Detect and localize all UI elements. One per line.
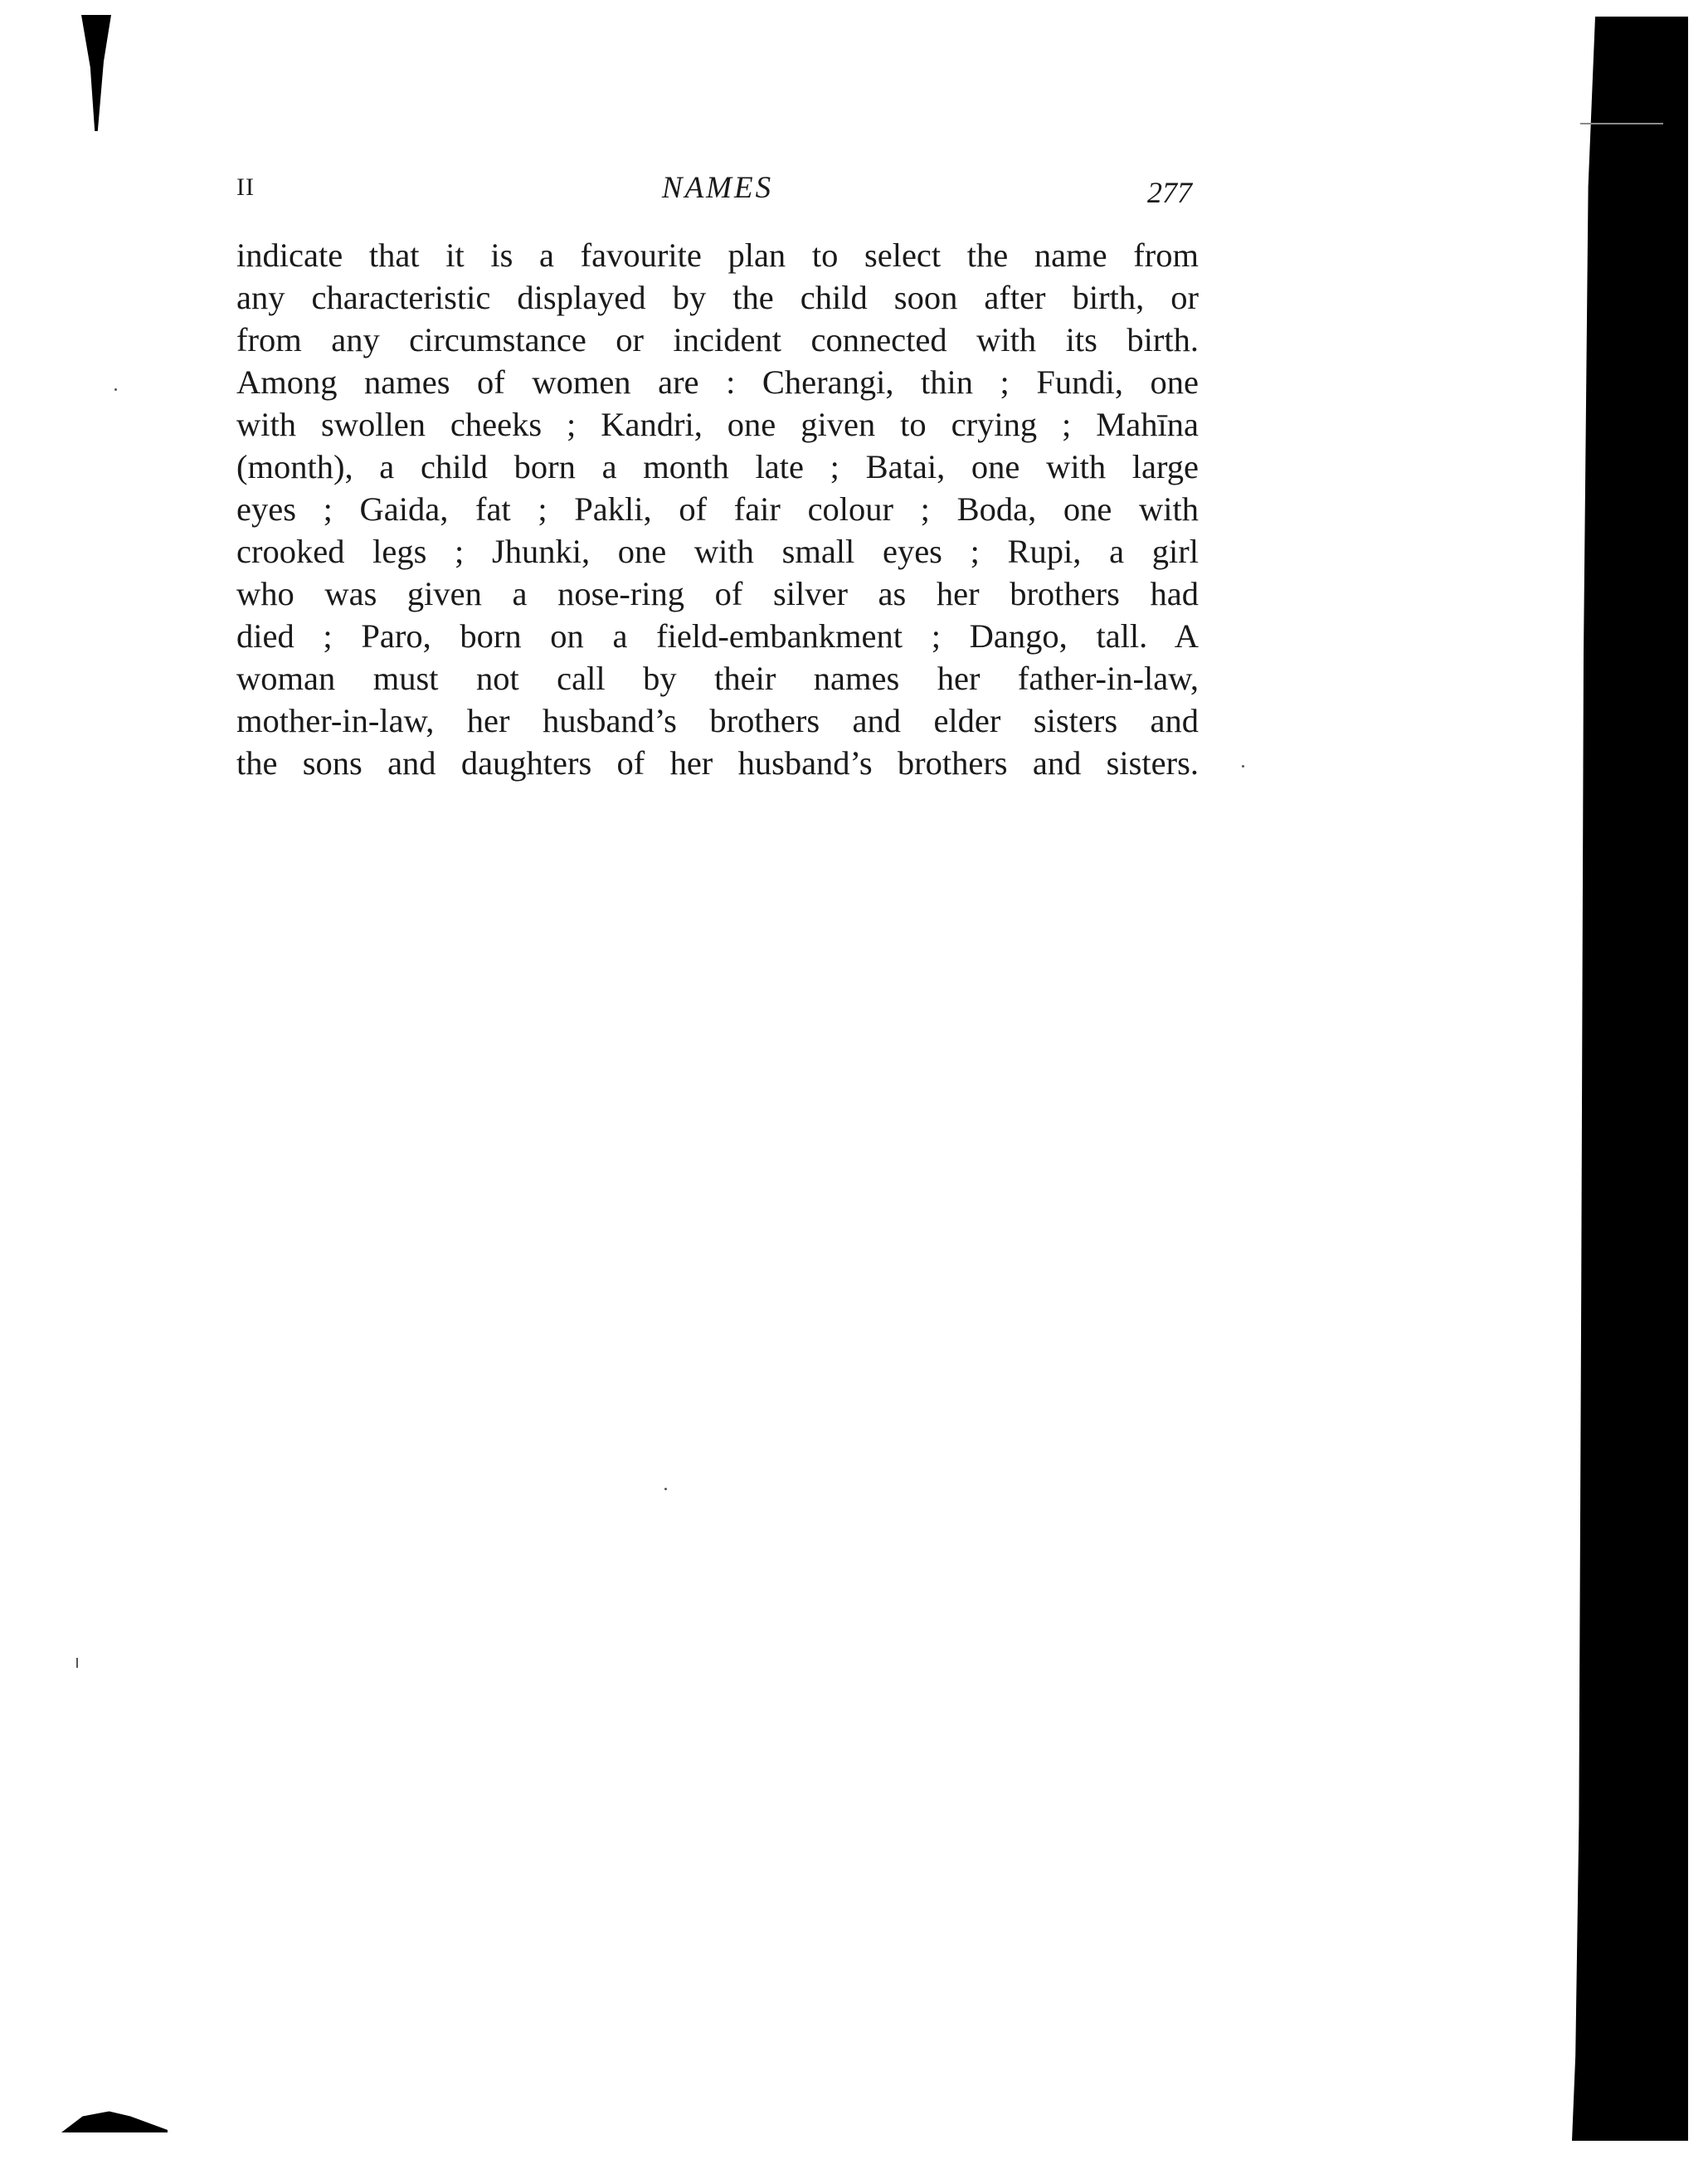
scan-speck	[664, 1488, 667, 1490]
text-line: indicate that it is a favourite plan to select the name from	[236, 236, 1199, 274]
scan-speck	[114, 388, 117, 391]
scan-corner-mark	[81, 15, 111, 131]
running-head	[236, 170, 1199, 220]
text-line: eyes ; Gaida, fat ; Pakli, of fair colour ; Boda, one with	[236, 490, 1199, 528]
text-line: died ; Paro, born on a field-embankment ; Dango, tall. A	[236, 617, 1199, 655]
chapter-number: II	[236, 173, 255, 201]
text-line: crooked legs ; Jhunki, one with small eyes ; Rupi, a girl	[236, 533, 1199, 570]
scan-binding-edge	[1572, 17, 1688, 2141]
scan-thumb-mark	[61, 2108, 168, 2132]
scan-speck	[1242, 765, 1244, 768]
text-line: woman must not call by their names her father-in-law,	[236, 660, 1199, 697]
text-line: who was given a nose-ring of silver as her brothers had	[236, 575, 1199, 612]
text-line: any characteristic displayed by the child soon after birth, or	[236, 279, 1199, 316]
scan-speck	[76, 1658, 78, 1668]
text-line: from any circumstance or incident connected with its birth.	[236, 321, 1199, 358]
text-line: the sons and daughters of her husband’s brothers and sisters.	[236, 744, 1199, 782]
body-paragraph	[236, 234, 1199, 784]
text-line: mother-in-law, her husband’s brothers and elder sisters and	[236, 702, 1199, 739]
text-line: Among names of women are : Cherangi, thin ; Fundi, one	[236, 363, 1199, 401]
running-title: NAMES	[661, 171, 774, 205]
text-line: (month), a child born a month late ; Batai, one with large	[236, 448, 1199, 485]
text-line: with swollen cheeks ; Kandri, one given to crying ; Mahīna	[236, 406, 1199, 443]
page-number: 277	[1147, 176, 1192, 209]
scan-edge-line	[1580, 123, 1663, 124]
